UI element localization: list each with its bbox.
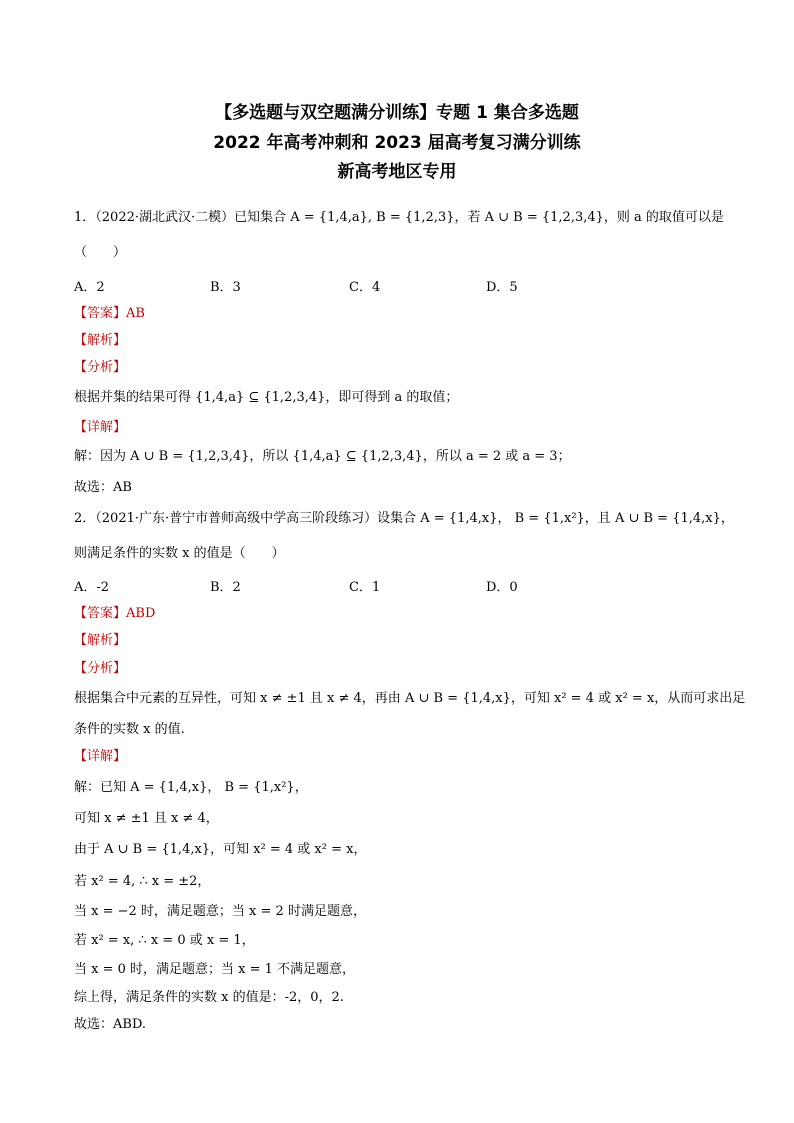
q2-fenxi-1: 根据集合中元素的互异性，可知 x ≠ ±1 且 x ≠ 4，再由 A ∪ B = {1,4,x}，可知 x² = 4 或 x² = x，从而可求出足 — [74, 691, 746, 706]
q1-answer-value: AB — [126, 306, 145, 321]
q1-option-a: A．2 — [74, 280, 105, 295]
q2-answer — [74, 602, 155, 621]
q1-solution: 解：因为 A ∪ B = {1,2,3,4}，所以 {1,4,a} ⊆ {1,2,3,4}，所以 a = 2 或 a = 3； — [74, 449, 571, 464]
q2-solution-line-6: 若 x² = x, ∴ x = 0 或 x = 1， — [74, 933, 255, 948]
doc-title-line-1: 【多选题与双空题满分训练】专题 1 集合多选题 — [215, 103, 579, 123]
q2-conclusion: 故选：ABD. — [74, 1017, 147, 1032]
q2-solution-line-7: 当 x = 0 时，满足题意；当 x = 1 不满足题意， — [74, 962, 356, 977]
q2-solution-line-5: 当 x = −2 时，满足题意；当 x = 2 时满足题意， — [74, 904, 366, 919]
q1-fenxi-tag: 【分析】 — [74, 360, 127, 375]
q1-jiexi-tag: 【解析】 — [74, 333, 127, 348]
q1-answer — [74, 302, 145, 321]
q2-option-c: C．1 — [349, 580, 381, 595]
doc-title-line-2: 2022 年高考冲刺和 2023 届高考复习满分训练 — [213, 133, 581, 153]
q1-paren: （ ） — [74, 245, 127, 260]
q2-solution-line-1: 解：已知 A = {1,4,x}， B = {1,x²}， — [74, 780, 308, 795]
q2-answer-value: ABD — [126, 606, 156, 621]
q1-option-b: B．3 — [210, 280, 241, 295]
q2-solution-line-2: 可知 x ≠ ±1 且 x ≠ 4， — [74, 811, 219, 826]
q2-option-b: B．2 — [210, 580, 241, 595]
q1-answer-tag: 【答案】 — [74, 306, 127, 321]
q2-solution-line-8: 综上得，满足条件的实数 x 的值是：-2，0，2. — [74, 990, 344, 1005]
q1-stem: 1．（2022·湖北武汉·二模）已知集合 A = {1,4,a}, B = {1,2,3}，若 A ∪ B = {1,2,3,4}，则 a 的取值可以是 — [74, 210, 724, 225]
q1-xiangjie-tag: 【详解】 — [74, 420, 127, 435]
q1-fenxi: 根据并集的结果可得 {1,4,a} ⊆ {1,2,3,4}，即可得到 a 的取值； — [74, 390, 459, 405]
q2-solution-line-3: 由于 A ∪ B = {1,4,x}，可知 x² = 4 或 x² = x， — [74, 842, 367, 857]
q2-option-d: D．0 — [486, 580, 518, 595]
q2-option-a: A．-2 — [74, 580, 110, 595]
q2-stem: 2．（2021·广东·普宁市普师高级中学高三阶段练习）设集合 A = {1,4,x}， B = {1,x²}，且 A ∪ B = {1,4,x}， — [74, 511, 734, 526]
q2-jiexi-tag: 【解析】 — [74, 633, 127, 648]
q2-stem-2: 则满足条件的实数 x 的值是（ ） — [74, 546, 285, 561]
q2-fenxi-2: 条件的实数 x 的值. — [74, 722, 185, 737]
doc-title-line-3: 新高考地区专用 — [337, 162, 457, 182]
q2-fenxi-tag: 【分析】 — [74, 661, 127, 676]
q2-solution-line-4: 若 x² = 4, ∴ x = ±2， — [74, 874, 211, 889]
q1-option-d: D．5 — [486, 280, 518, 295]
q1-conclusion: 故选：AB — [74, 480, 132, 495]
q1-option-c: C．4 — [349, 280, 381, 295]
q2-xiangjie-tag: 【详解】 — [74, 749, 127, 764]
q2-answer-tag: 【答案】 — [74, 606, 127, 621]
